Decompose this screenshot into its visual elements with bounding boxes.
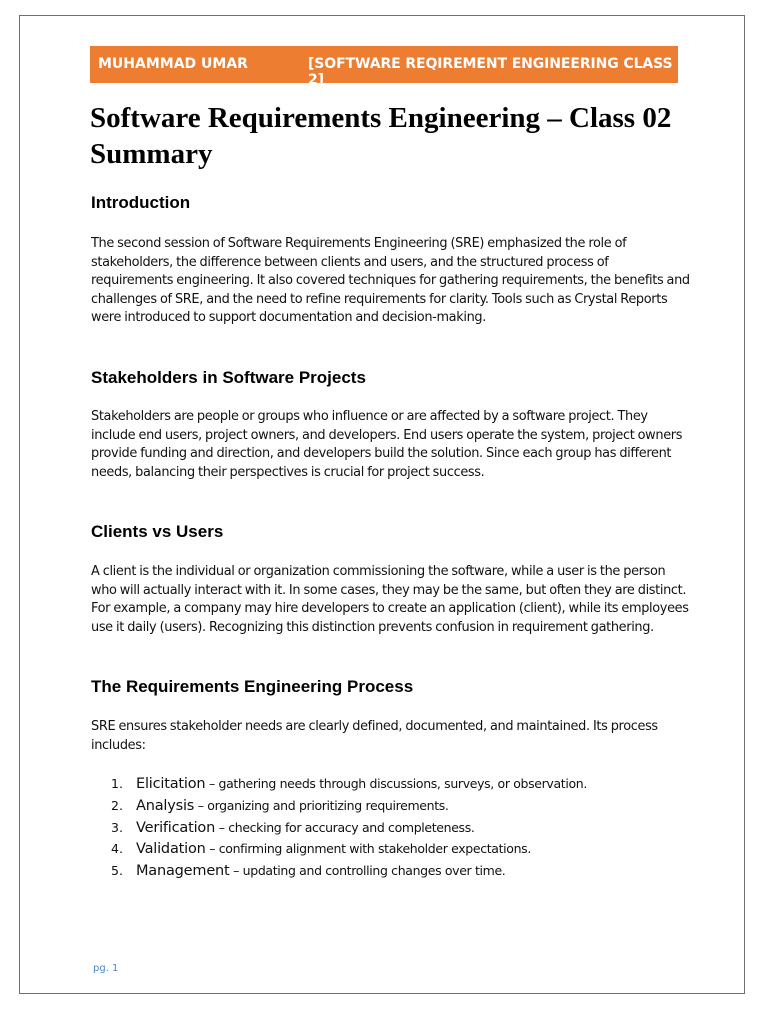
step-term: Validation xyxy=(136,841,206,858)
step-term: Elicitation xyxy=(136,776,206,792)
section-body-introduction: The second session of Software Requirements Engineering (SRE) emphasized the role of stakeholders, the difference between clients and users, and the structured process of requirements engineering. It also covered techniques for gathering requirements, the benefits and challenges of SRE, and the need to refine requirements for clarity. Tools such as Crystal Reports were introduced to support documentation and decision-making. xyxy=(91,236,690,326)
step-description: – checking for accuracy and completeness. xyxy=(215,819,475,835)
step-description: – updating and controlling changes over time. xyxy=(229,863,506,879)
section-heading-introduction: Introduction xyxy=(91,193,191,212)
document-header-bar xyxy=(90,46,678,88)
section-heading-clients-vs-users: Clients vs Users xyxy=(91,522,224,541)
page-number: pg. 1 xyxy=(93,963,119,974)
step-description: – confirming alignment with stakeholder expectations. xyxy=(205,841,531,857)
section-body-stakeholders: Stakeholders are people or groups who influence or are affected by a software project. They include end users, project owners, and developers. End users operate the system, project owners provide funding and direction, and developers build the solution. Since each group has different needs, balancing their perspectives is crucial for project success. xyxy=(91,409,683,480)
step-term: Analysis xyxy=(136,797,195,814)
section-heading-stakeholders: Stakeholders in Software Projects xyxy=(91,368,366,387)
step-term: Management xyxy=(136,863,230,880)
step-term: Verification xyxy=(136,819,216,836)
process-step-validation xyxy=(111,838,587,860)
header-class-label: [SOFTWARE REQIREMENT ENGINEERING CLASS 2] xyxy=(308,56,673,88)
section-heading-process: The Requirements Engineering Process xyxy=(91,677,414,696)
process-step-verification xyxy=(111,817,587,839)
header-author: MUHAMMAD UMAR xyxy=(98,56,248,72)
process-step-management xyxy=(111,860,587,882)
process-steps-list xyxy=(111,773,587,882)
process-step-analysis xyxy=(111,795,587,817)
section-body-process: SRE ensures stakeholder needs are clearly defined, documented, and maintained. Its process includes: xyxy=(91,719,658,753)
step-description: – gathering needs through discussions, surveys, or observation. xyxy=(205,776,587,791)
step-number: 4. xyxy=(111,841,123,857)
document-title: Software Requirements Engineering – Class 02 Summary xyxy=(90,102,672,170)
step-number: 1. xyxy=(111,776,123,791)
section-body-clients-vs-users: A client is the individual or organization commissioning the software, while a user is the person who will actually interact with it. In some cases, they may be the same, but often they are distinct. For example, a company may hire developers to create an application (client), while its employees use it daily (users). Recognizing this distinction prevents confusion in requirement gathering. xyxy=(91,564,689,635)
step-number: 5. xyxy=(111,863,123,879)
step-description: – organizing and prioritizing requirements. xyxy=(194,797,449,813)
step-number: 3. xyxy=(111,819,123,835)
step-number: 2. xyxy=(111,797,123,813)
process-step-elicitation xyxy=(111,773,587,795)
